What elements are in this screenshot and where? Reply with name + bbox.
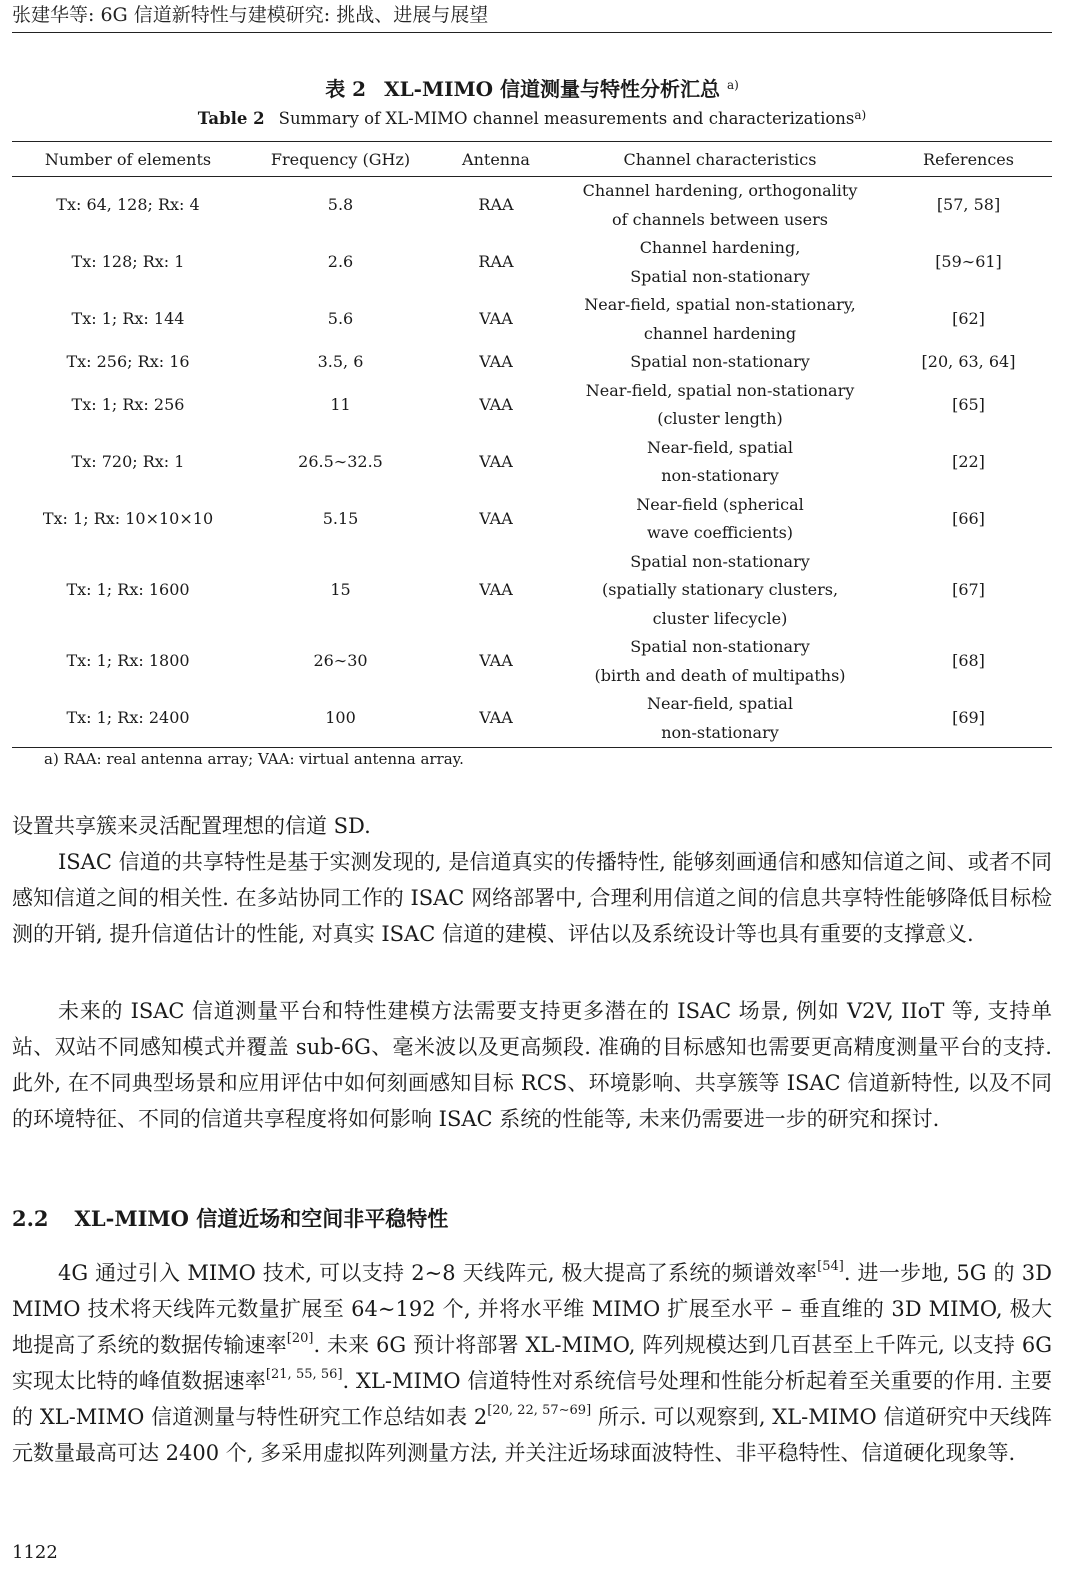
cell-elements: Tx: 256; Rx: 16: [66, 352, 190, 371]
cell-references: [68]: [952, 651, 985, 671]
table-row: [12, 491, 1052, 548]
paragraph-4-text-b: . 进一步地, 5G 的 3D MIMO 技术将天线阵元数量扩展至 64∼192 个, 并将水平维 MIMO 扩展至水平 – 垂直维的 3D MIMO, 极大地提高了系统的数据传输速率: [12, 1261, 1053, 1357]
table-caption-cn: [0, 76, 1064, 102]
cell-characteristics: Channel hardening, orthogonality of channels between users: [582, 181, 858, 229]
header-rule: [12, 32, 1052, 33]
cell-antenna: VAA: [437, 690, 555, 748]
paragraph-2: ISAC 信道的共享特性是基于实测发现的, 是信道真实的传播特性, 能够刻画通信和感知信道之间、或者不同感知信道之间的相关性. 在多站协同工作的 ISAC 网络部署中, 合理利用信道之间的信息共享特性能够降低目标检测的开销, 提升信道估计的性能, 对真实 ISAC 信道的建模、评估以及系统设计等也具有重要的支撑意义.: [12, 850, 1052, 946]
cell-elements: Tx: 1; Rx: 144: [71, 309, 185, 329]
cell-frequency: 5.15: [322, 508, 359, 528]
citation: [54]: [817, 1259, 844, 1274]
cell-frequency: 15: [330, 580, 351, 599]
table-caption-cn-number: 表 2: [325, 77, 367, 101]
cell-antenna: VAA: [479, 580, 513, 599]
column-header-frequency: Frequency (GHz): [244, 142, 437, 177]
cell-characteristics: Near-field, spatial non-stationary (cluster length): [585, 380, 855, 428]
table-row: [12, 548, 1052, 634]
table-caption-en-mark: a): [854, 108, 867, 122]
table-caption-en-number: Table 2: [197, 109, 265, 128]
citation: [21, 55, 56]: [265, 1367, 343, 1382]
cell-antenna: VAA: [479, 352, 513, 371]
cell-antenna: VAA: [479, 451, 513, 471]
column-header-antenna: Antenna: [437, 142, 555, 177]
cell-references: [65]: [952, 394, 985, 414]
table-row: [12, 434, 1052, 491]
cell-references: [22]: [952, 451, 985, 471]
cell-elements: Tx: 720; Rx: 1: [71, 451, 185, 471]
cell-characteristics: Spatial non-stationary (birth and death of multipaths): [594, 637, 846, 685]
section-heading: [12, 1204, 448, 1234]
cell-frequency: 100: [244, 690, 437, 748]
cell-antenna: RAA: [478, 195, 514, 215]
table-caption-en: [0, 107, 1064, 131]
cell-characteristics: Near-field, spatial non-stationary, channel hardening: [584, 295, 856, 343]
cell-characteristics: Near-field (spherical wave coefficients): [636, 494, 804, 542]
paragraph-4-text-d: . XL-MIMO 信道特性对系统信号处理和性能分析起着至关重要的作用. 主要的 XL-MIMO 信道测量与特性研究工作总结如表 2: [12, 1369, 1052, 1429]
cell-elements: Tx: 1; Rx: 2400: [12, 690, 244, 748]
paragraph-1: 设置共享簇来灵活配置理想的信道 SD.: [12, 814, 371, 838]
paragraph-4-text-e: 所示. 可以观察到, XL-MIMO 信道研究中天线阵元数量最高可达 2400 个, 多采用虚拟阵列测量方法, 并关注近场球面波特性、非平稳特性、信道硬化现象等.: [12, 1405, 1053, 1465]
cell-antenna: VAA: [479, 309, 513, 329]
table-row: [12, 177, 1052, 235]
cell-references: [20, 63, 64]: [921, 352, 1016, 371]
table-row: [12, 633, 1052, 690]
cell-elements: Tx: 1; Rx: 10×10×10: [42, 508, 214, 528]
column-header-elements: Number of elements: [12, 142, 244, 177]
column-header-references: References: [885, 142, 1052, 177]
cell-references: [57, 58]: [936, 195, 1001, 215]
cell-characteristics: Near-field, spatial non-stationary: [647, 437, 793, 485]
cell-elements: Tx: 64, 128; Rx: 4: [56, 195, 200, 215]
table-row: [12, 377, 1052, 434]
cell-frequency: 2.6: [327, 252, 354, 272]
cell-frequency: 5.8: [327, 195, 354, 215]
cell-references: [66]: [952, 508, 985, 528]
cell-characteristics: Spatial non-stationary (spatially stationary clusters, cluster lifecycle): [601, 551, 839, 628]
table-footnote: a) RAA: real antenna array; VAA: virtual antenna array.: [44, 750, 464, 768]
running-head: 张建华等: 6G 信道新特性与建模研究: 挑战、进展与展望: [12, 4, 489, 26]
column-header-characteristics: Channel characteristics: [555, 142, 885, 177]
table-caption-en-text: Summary of XL-MIMO channel measurements and characterizations: [278, 109, 855, 128]
cell-references: [67]: [952, 580, 985, 599]
cell-elements: Tx: 1; Rx: 1600: [66, 580, 190, 599]
cell-characteristics: Channel hardening, Spatial non-stationary: [630, 238, 810, 286]
paragraph-4-text-a: 4G 通过引入 MIMO 技术, 可以支持 2∼8 天线阵元, 极大提高了系统的频谱效率: [58, 1261, 818, 1285]
cell-characteristics: Near-field, spatial non-stationary: [555, 690, 885, 748]
cell-antenna: VAA: [479, 651, 513, 671]
table-header-row: [12, 142, 1052, 177]
cell-elements: Tx: 1; Rx: 256: [71, 394, 185, 414]
citation: [20]: [286, 1331, 314, 1346]
measurement-table: [12, 141, 1052, 748]
citation: [20, 22, 57∼69]: [487, 1403, 592, 1418]
table-row: [12, 234, 1052, 291]
cell-frequency: 26∼30: [313, 651, 368, 671]
paragraph-4: [12, 1255, 1052, 1471]
cell-frequency: 11: [330, 394, 351, 414]
table-row: [12, 291, 1052, 348]
section-title: XL-MIMO 信道近场和空间非平稳特性: [74, 1206, 449, 1231]
section-number: 2.2: [12, 1206, 49, 1231]
table-caption-cn-mark: a): [726, 78, 739, 92]
cell-references: [69]: [885, 690, 1052, 748]
cell-characteristics: Spatial non-stationary: [630, 352, 810, 371]
cell-elements: Tx: 1; Rx: 1800: [66, 651, 190, 671]
cell-references: [59∼61]: [935, 252, 1002, 272]
cell-antenna: VAA: [479, 508, 513, 528]
page-number: 1122: [12, 1542, 58, 1563]
cell-antenna: VAA: [479, 394, 513, 414]
cell-antenna: RAA: [478, 252, 514, 272]
cell-frequency: 5.6: [327, 309, 354, 329]
table-caption-cn-text: XL-MIMO 信道测量与特性分析汇总: [384, 77, 720, 101]
paragraph-3: 未来的 ISAC 信道测量平台和特性建模方法需要支持更多潜在的 ISAC 场景, 例如 V2V, IIoT 等, 支持单站、双站不同感知模式并覆盖 sub-6G、毫米波以及更高频段. 准确的目标感知也需要更高精度测量平台的支持. 此外, 在不同典型场景和应用评估中如何刻画感知目标 RCS、环境影响、共享簇等 ISAC 信道新特性, 以及不同的环境特征、不同的信道共享程度将如何影响 ISAC 系统的性能等, 未来仍需要进一步的研究和探讨.: [12, 999, 1052, 1131]
table-row: [12, 348, 1052, 377]
cell-frequency: 26.5∼32.5: [298, 451, 383, 471]
cell-frequency: 3.5, 6: [317, 352, 364, 371]
cell-elements: Tx: 128; Rx: 1: [71, 252, 185, 272]
cell-references: [62]: [952, 309, 985, 329]
table-row: [12, 690, 1052, 748]
paragraph-4-text-c: . 未来 6G 预计将部署 XL-MIMO, 阵列规模达到几百甚至上千阵元, 以支持 6G 实现太比特的峰值数据速率: [12, 1333, 1052, 1393]
